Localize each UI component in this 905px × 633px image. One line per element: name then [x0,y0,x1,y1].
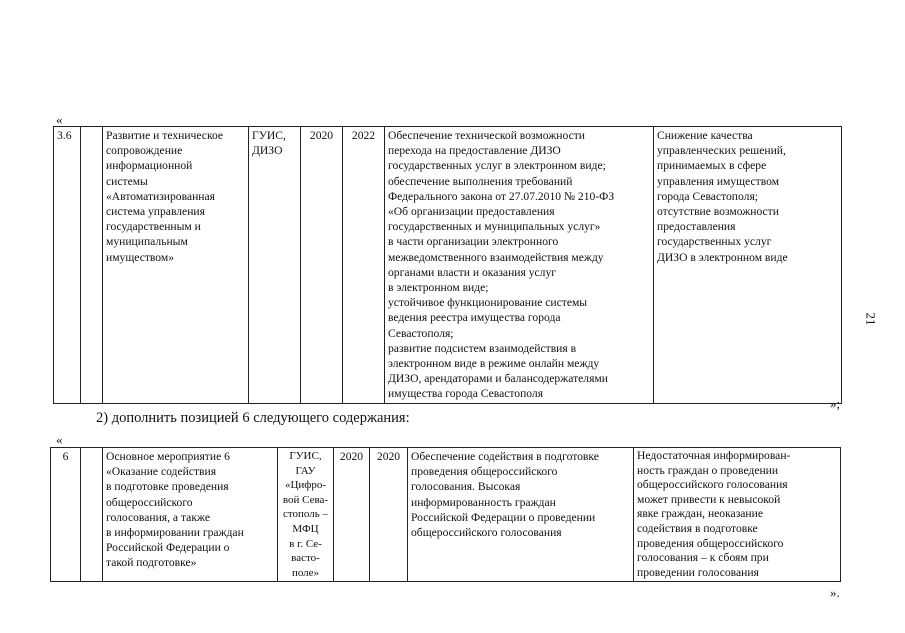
measure-name: Основное мероприятие 6 «Оказание содействия в подготовке проведения общероссийского голосования, а также в информировании граждан Российской Федерации о такой подготовке» [103,448,278,582]
opening-quote-2: « [56,432,63,447]
closing-quote-1: »; [830,396,841,411]
start-year: 2020 [301,127,343,404]
end-year: 2022 [343,127,385,404]
expected-result: Обеспечение технической возможности перехода на предоставление ДИЗО государственных услуг в электронном виде; обеспечение выполнения требований Федерального закона от 27.07.2010 № 210-ФЗ «Об организации предоставления государственных и муниципальных услуг» в части организации электронного межведомственного взаимодействия между органами власти и оказания услуг в электронном виде; устойчивое функционирование системы ведения реестра имущества города Севастополя; развитие подсистем взаимодействия в электронном виде в режиме онлайн между ДИЗО, арендаторами и балансодержателями имущества города Севастополя [385,127,654,404]
expected-result: Обеспечение содействия в подготовке проведения общероссийского голосования. Высокая информированность граждан Российской Федерации о проведении общероссийского голосования [408,448,634,582]
empty-cell [81,127,103,404]
table-row [54,127,842,404]
measure-name: Развитие и техническое сопровождение информационной системы «Автоматизированная система управления государственным и муниципальным имуществом» [103,127,249,404]
non-implementation-consequence: Недостаточная информирован- ность граждан о проведении общероссийского голосования может привести к невысокой явке граждан, неоказание содействия в подготовке проведения общероссийского голосования – к сбоям при проведении голосования [634,448,841,582]
page-number: 21 [863,312,879,326]
amendment-intro: 2) дополнить позицией 6 следующего содержания: [96,410,410,426]
executor: ГУИС, ДИЗО [249,127,301,404]
table-position-3-6 [53,126,842,404]
row-number: 3.6 [54,127,81,404]
end-year: 2020 [370,448,408,582]
closing-quote-2: ». [830,585,840,600]
table-row [51,448,841,582]
opening-quote-1: « [56,112,63,127]
row-number: 6 [51,448,81,582]
table-position-6 [50,447,841,582]
non-implementation-consequence: Снижение качества управленческих решений, принимаемых в сфере управления имуществом города Севастополя; отсутствие возможности предоставления государственных услуг ДИЗО в электронном виде [654,127,842,404]
empty-cell [81,448,103,582]
start-year: 2020 [334,448,370,582]
executor: ГУИС, ГАУ «Цифро- вой Сева- стополь – МФЦ в г. Се- васто- поле» [278,448,334,582]
